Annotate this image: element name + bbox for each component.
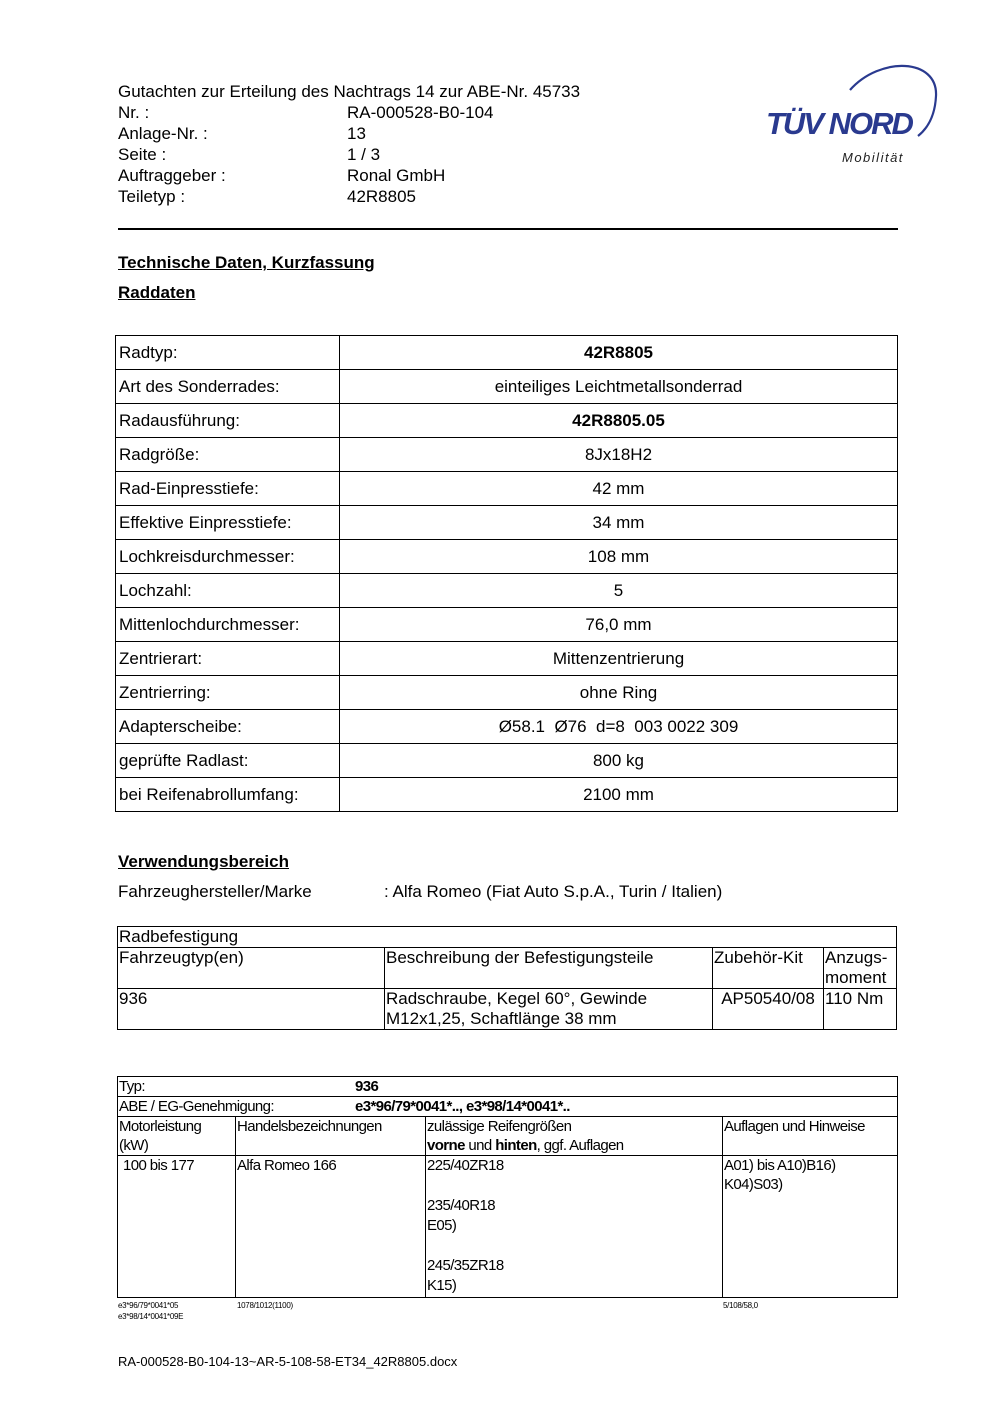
header-value: 42R8805 bbox=[347, 187, 417, 206]
raddaten-value: ohne Ring bbox=[340, 676, 898, 710]
cell-line: M12x1,25, Schaftlänge 38 mm bbox=[386, 1009, 617, 1028]
typ-value: 936 bbox=[355, 1078, 379, 1095]
footnote-lochkreis: 5/108/58,0 bbox=[723, 1301, 758, 1310]
raddaten-label: Art des Sonderrades: bbox=[116, 370, 340, 404]
raddaten-label: Zentrierart: bbox=[116, 642, 340, 676]
raddaten-value: 42 mm bbox=[340, 472, 898, 506]
raddaten-value: 108 mm bbox=[340, 540, 898, 574]
raddaten-value: 34 mm bbox=[340, 506, 898, 540]
header-bold: vorne bbox=[427, 1137, 465, 1154]
table-row bbox=[116, 676, 898, 710]
raddaten-value: 5 bbox=[340, 574, 898, 608]
tire-line: E05) bbox=[427, 1217, 457, 1234]
raddaten-label: Lochkreisdurchmesser: bbox=[116, 540, 340, 574]
column-header: Beschreibung der Befestigungsteile bbox=[385, 948, 713, 989]
column-header-anzug bbox=[824, 948, 897, 989]
tire-line: K15) bbox=[427, 1277, 457, 1294]
raddaten-value: 76,0 mm bbox=[340, 608, 898, 642]
column-header-reifen bbox=[426, 1117, 723, 1156]
section-verwendungsbereich: Verwendungsbereich bbox=[118, 852, 289, 871]
header-label: Anlage-Nr. : bbox=[118, 124, 208, 143]
hint-line: K04)S03) bbox=[724, 1176, 783, 1193]
header-row-anlage bbox=[118, 123, 366, 144]
cell-fahrzeugtyp: 936 bbox=[118, 989, 385, 1030]
footnote-mass: 1078/1012(1100) bbox=[237, 1301, 293, 1310]
befestigung-title: Radbefestigung bbox=[118, 927, 897, 948]
raddaten-label: Effektive Einpresstiefe: bbox=[116, 506, 340, 540]
header-label: Seite : bbox=[118, 145, 167, 164]
column-header: Zubehör-Kit bbox=[713, 948, 824, 989]
table-row bbox=[116, 778, 898, 812]
header-text: , ggf. Auflagen bbox=[536, 1137, 624, 1154]
cell-hinweise bbox=[723, 1156, 898, 1298]
header-row-seite bbox=[118, 144, 380, 165]
header-line: moment bbox=[825, 968, 887, 987]
table-row bbox=[116, 370, 898, 404]
column-header: Fahrzeugtyp(en) bbox=[118, 948, 385, 989]
table-row bbox=[116, 574, 898, 608]
tire-line bbox=[427, 1236, 721, 1256]
header-label: Teiletyp : bbox=[118, 187, 186, 206]
header-line: (kW) bbox=[119, 1137, 149, 1154]
raddaten-label: geprüfte Radlast: bbox=[116, 744, 340, 778]
table-header-row bbox=[118, 1117, 898, 1156]
raddaten-label: Mittenlochdurchmesser: bbox=[116, 608, 340, 642]
tuv-nord-logo bbox=[760, 58, 940, 173]
table-row bbox=[116, 472, 898, 506]
table-row bbox=[116, 404, 898, 438]
column-header-motor bbox=[118, 1117, 236, 1156]
header-value: RA-000528-B0-104 bbox=[347, 103, 494, 122]
cell-handelsbezeichnung: Alfa Romeo 166 bbox=[236, 1156, 426, 1298]
hersteller-line bbox=[118, 882, 723, 902]
column-header: Handelsbezeichnungen bbox=[236, 1117, 426, 1156]
header-text: und bbox=[464, 1137, 496, 1154]
raddaten-label: Radgröße: bbox=[116, 438, 340, 472]
table-row bbox=[116, 642, 898, 676]
hint-line: A01) bis A10)B16) bbox=[724, 1157, 836, 1174]
raddaten-label: Radtyp: bbox=[116, 336, 340, 370]
cell-anzugsmoment: 110 Nm bbox=[824, 989, 897, 1030]
cell-zubehoer: AP50540/08 bbox=[713, 989, 824, 1030]
typ-label: Typ: bbox=[119, 1078, 145, 1095]
raddaten-table bbox=[115, 335, 898, 812]
table-row bbox=[116, 438, 898, 472]
raddaten-value: 42R8805.05 bbox=[340, 404, 898, 438]
table-row bbox=[118, 1097, 898, 1117]
table-row bbox=[118, 1077, 898, 1097]
table-row bbox=[116, 710, 898, 744]
raddaten-value: einteiliges Leichtmetallsonderrad bbox=[340, 370, 898, 404]
abe-value: e3*96/79*0041*.., e3*98/14*0041*.. bbox=[355, 1098, 570, 1115]
section-raddaten: Raddaten bbox=[118, 283, 196, 302]
header-line: Motorleistung bbox=[119, 1118, 202, 1135]
header-value: 13 bbox=[347, 124, 366, 143]
hersteller-label: Fahrzeughersteller/Marke bbox=[118, 882, 312, 901]
tire-line bbox=[427, 1176, 721, 1196]
hersteller-value: : Alfa Romeo (Fiat Auto S.p.A., Turin / Italien) bbox=[384, 882, 723, 901]
table-row bbox=[118, 1156, 898, 1298]
header-value: Ronal GmbH bbox=[347, 166, 446, 185]
raddaten-label: Zentrierring: bbox=[116, 676, 340, 710]
raddaten-label: bei Reifenabrollumfang: bbox=[116, 778, 340, 812]
header-label: Nr. : bbox=[118, 103, 150, 122]
abe-cell bbox=[118, 1097, 898, 1117]
table-row bbox=[118, 989, 897, 1030]
raddaten-value: Ø58.1 Ø76 d=8 003 0022 309 bbox=[340, 710, 898, 744]
abe-label: ABE / EG-Genehmigung: bbox=[119, 1098, 274, 1115]
raddaten-value: 800 kg bbox=[340, 744, 898, 778]
header-row-teiletyp bbox=[118, 186, 416, 207]
header-row-nr bbox=[118, 102, 493, 123]
table-row bbox=[116, 336, 898, 370]
raddaten-value: 2100 mm bbox=[340, 778, 898, 812]
raddaten-value: Mittenzentrierung bbox=[340, 642, 898, 676]
footer-filename: RA-000528-B0-104-13~AR-5-108-58-ET34_42R8805.docx bbox=[118, 1354, 458, 1369]
table-row bbox=[116, 540, 898, 574]
table-row bbox=[116, 506, 898, 540]
table-row bbox=[116, 744, 898, 778]
typ-table bbox=[117, 1076, 898, 1298]
raddaten-label: Adapterscheibe: bbox=[116, 710, 340, 744]
raddaten-label: Radausführung: bbox=[116, 404, 340, 438]
header-line: zulässige Reifengrößen bbox=[427, 1118, 572, 1135]
table-header-row bbox=[118, 948, 897, 989]
header-bold: hinten bbox=[495, 1137, 537, 1154]
header-row-auftraggeber bbox=[118, 165, 445, 186]
header-line bbox=[427, 1136, 721, 1155]
cell-reifen bbox=[426, 1156, 723, 1298]
cell-motorleistung: 100 bis 177 bbox=[118, 1156, 236, 1298]
raddaten-value: 42R8805 bbox=[340, 336, 898, 370]
footnote-abe-1: e3*96/79*0041*05 bbox=[118, 1301, 179, 1310]
raddaten-label: Rad-Einpresstiefe: bbox=[116, 472, 340, 506]
column-header: Auflagen und Hinweise bbox=[723, 1117, 898, 1156]
logo-brand-text: TÜV NORD bbox=[766, 106, 912, 141]
cell-line: Radschraube, Kegel 60°, Gewinde bbox=[386, 989, 648, 1008]
typ-cell bbox=[118, 1077, 898, 1097]
logo-sub-text: Mobilität bbox=[842, 150, 904, 165]
document-title: Gutachten zur Erteilung des Nachtrags 14 zur ABE-Nr. 45733 bbox=[118, 82, 581, 101]
header-line: Anzugs- bbox=[825, 948, 888, 967]
cell-beschreibung bbox=[385, 989, 713, 1030]
header-divider bbox=[118, 228, 898, 230]
footnote-abe-2: e3*98/14*0041*09E bbox=[118, 1312, 184, 1321]
tire-line: 245/35ZR18 bbox=[427, 1257, 504, 1274]
header-value: 1 / 3 bbox=[347, 145, 381, 164]
section-technische-daten: Technische Daten, Kurzfassung bbox=[118, 253, 375, 272]
tire-line: 235/40R18 bbox=[427, 1197, 495, 1214]
raddaten-label: Lochzahl: bbox=[116, 574, 340, 608]
table-row bbox=[116, 608, 898, 642]
table-row bbox=[118, 927, 897, 948]
header-label: Auftraggeber : bbox=[118, 166, 226, 185]
raddaten-value: 8Jx18H2 bbox=[340, 438, 898, 472]
radbefestigung-table bbox=[117, 926, 897, 1030]
tire-line: 225/40ZR18 bbox=[427, 1157, 504, 1174]
